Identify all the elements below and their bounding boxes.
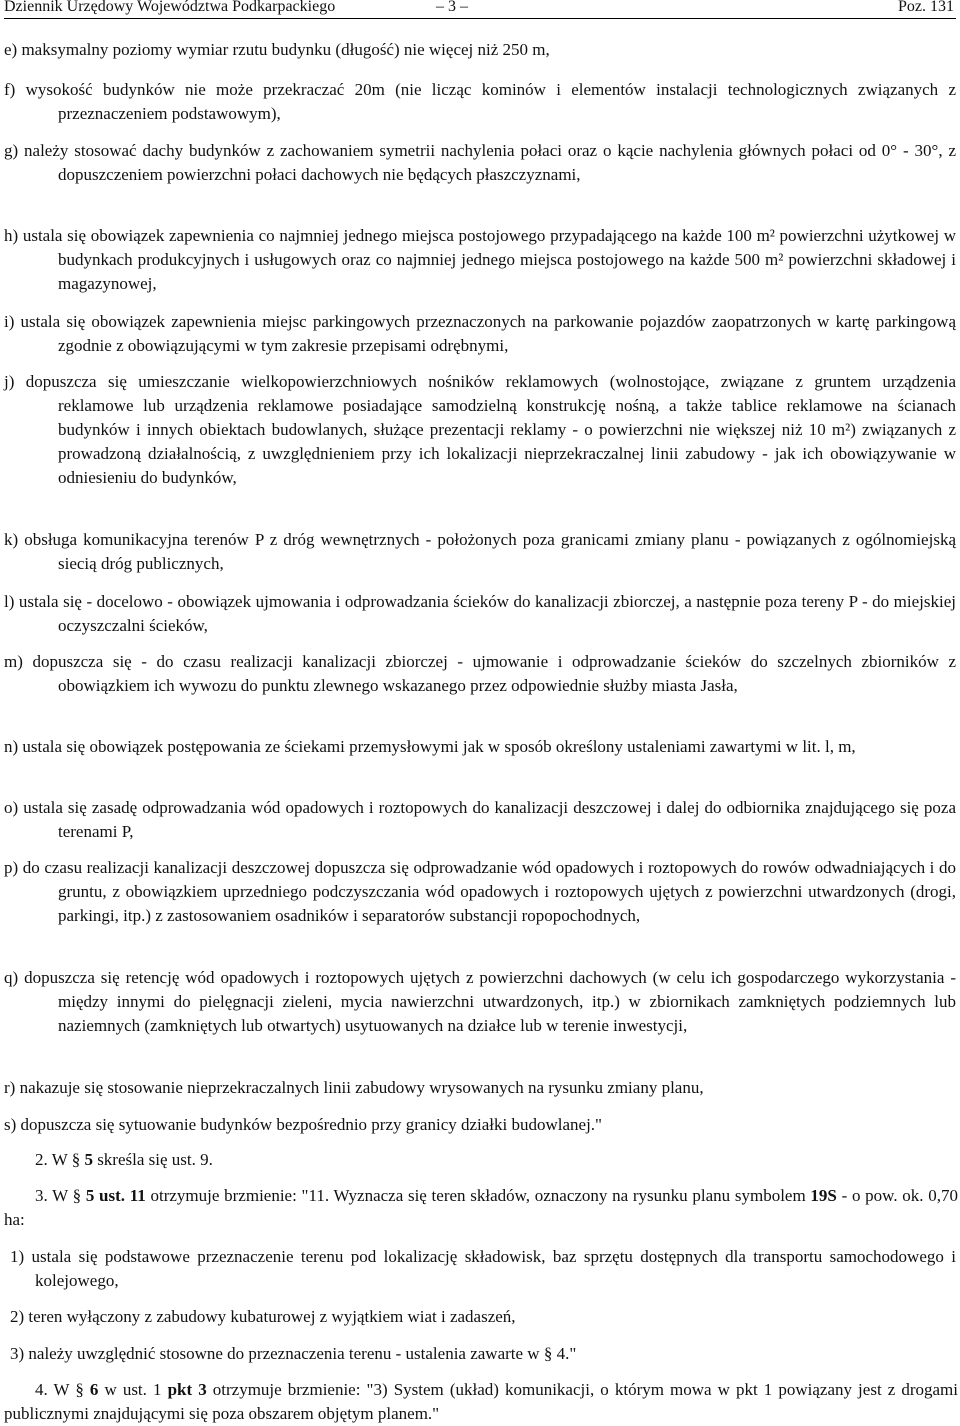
item-m: m) dopuszcza się - do czasu realizacji kanalizacji zbiorczej - ujmowanie i odprowadzanie ścieków do szczelnych zbiorników z obowiązkiem ich wywozu do punktu zlewnego wskazanego przez odpowiednie służby miasta Jasła,: [4, 652, 956, 695]
section-4: 4. W § 6 w ust. 1 pkt 3 otrzymuje brzmienie: "3) System (układ) komunikacji, o którym mowa w pkt 1 powiązany jest z drogami publicznymi znajdującymi się poza obszarem objętym planem.": [4, 1380, 959, 1423]
item-l: l) ustala się - docelowo - obowiązek ujmowania i odprowadzania ścieków do kanalizacji zbiorczej, a następnie poza tereny P - do miejskiej oczyszczalni ścieków,: [4, 592, 956, 635]
numbered-item-3: 3) należy uwzględnić stosowne do przeznaczenia terenu - ustalenia zawarte w § 4.": [10, 1344, 577, 1363]
page-number: – 3 –: [436, 0, 468, 15]
paragraph-sign-icon: §: [71, 1150, 81, 1169]
paragraph-sign-icon: §: [543, 1344, 553, 1363]
section-3: 3. W § 5 ust. 11 otrzymuje brzmienie: "11. Wyznacza się teren składów, oznaczony na rysunku planu symbolem 19S - o pow. ok. 0,70 ha:: [4, 1186, 959, 1229]
item-i: i) ustala się obowiązek zapewnienia miejsc parkingowych przeznaczonych na parkowanie pojazdów zaopatrzonych w kartę parkingową zgodnie z obowiązującymi w tym zakresie przepisami odrębnymi,: [4, 312, 956, 355]
numbered-item-1: 1) ustala się podstawowe przeznaczenie terenu pod lokalizację składowisk, baz sprzętu dostępnych dla transportu samochodowego i kolejowego,: [10, 1247, 956, 1290]
position-number: Poz. 131: [898, 0, 954, 15]
item-n: n) ustala się obowiązek postępowania ze ściekami przemysłowymi jak w sposób określony ustaleniami zawartymi w lit. l, m,: [4, 737, 856, 756]
paragraph-sign-icon: §: [75, 1380, 84, 1399]
item-j: j) dopuszcza się umieszczanie wielkopowierzchniowych nośników reklamowych (wolnostojące, związane z gruntem urządzenia reklamowe lub urządzenia reklamowe posiadające samodzielną konstrukcję nośną, a także tablice reklamowe na ścianach budynków i innych obiektach budowlanych, służące prezentacji reklamy - o powierzchni nie większej niż 10 m²) związanych z prowadzoną działalnością, z uwzględnieniem przy ich lokalizacji nieprzekraczalnej linii zabudowy - jak ich obowiązywanie w odniesieniu do budynków,: [4, 372, 956, 487]
page-header: [4, 0, 956, 19]
section-2: 2. W § 5 skreśla się ust. 9.: [35, 1150, 213, 1169]
item-p: p) do czasu realizacji kanalizacji deszczowej dopuszcza się odprowadzanie wód opadowych i roztopowych do rowów odwadniających i do gruntu, z obowiązkiem uprzedniego podczyszczania wód opadowych i roztopowych ujętych z powierzchni utwardzonych (drogi, parkingi, itp.) z zastosowaniem osadników i separatorów substancji ropopochodnych,: [4, 858, 956, 925]
numbered-item-2: 2) teren wyłączony z zabudowy kubaturowej z wyjątkiem wiat i zadaszeń,: [10, 1307, 516, 1326]
item-f: f) wysokość budynków nie może przekraczać 20m (nie licząc kominów i elementów instalacji technologicznych związanych z przeznaczeniem podstawowym),: [4, 80, 956, 123]
item-o: o) ustala się zasadę odprowadzania wód opadowych i roztopowych do kanalizacji deszczowej i dalej do odbiornika znajdującego się poza terenami P,: [4, 798, 956, 841]
item-k: k) obsługa komunikacyjna terenów P z dróg wewnętrznych - położonych poza granicami zmiany planu - powiązanych z ogólnomiejską siecią dróg publicznych,: [4, 530, 956, 573]
item-r: r) nakazuje się stosowanie nieprzekraczalnych linii zabudowy wrysowanych na rysunku zmiany planu,: [4, 1078, 704, 1097]
item-g: g) należy stosować dachy budynków z zachowaniem symetrii nachylenia połaci oraz o kącie nachylenia głównych połaci od 0° - 30°, z dopuszczeniem powierzchni połaci dachowych nie będących płaszczyznami,: [4, 141, 956, 184]
paragraph-sign-icon: §: [72, 1186, 82, 1205]
journal-title: Dziennik Urzędowy Województwa Podkarpackiego: [4, 0, 336, 15]
item-s: s) dopuszcza się sytuowanie budynków bezpośrednio przy granicy działki budowlanej.": [4, 1115, 602, 1134]
item-h: h) ustala się obowiązek zapewnienia co najmniej jednego miejsca postojowego przypadającego na każde 100 m² powierzchni użytkowej w budynkach produkcyjnych i usługowych oraz co najmniej jednego miejsca postojowego na każde 500 m² powierzchni składowej i magazynowej,: [4, 226, 956, 293]
item-q: q) dopuszcza się retencję wód opadowych i roztopowych ujętych z powierzchni dachowych (w celu ich gospodarczego wykorzystania - między innymi do pielęgnacji zieleni, mycia nawierzchni utwardzonych, itp.) w zbiornikach zamkniętych podziemnych lub naziemnych (zamkniętych lub otwartych) usytuowanych na działce lub w terenie inwestycji,: [4, 968, 956, 1035]
item-e: e) maksymalny poziomy wymiar rzutu budynku (długość) nie więcej niż 250 m,: [4, 40, 550, 59]
